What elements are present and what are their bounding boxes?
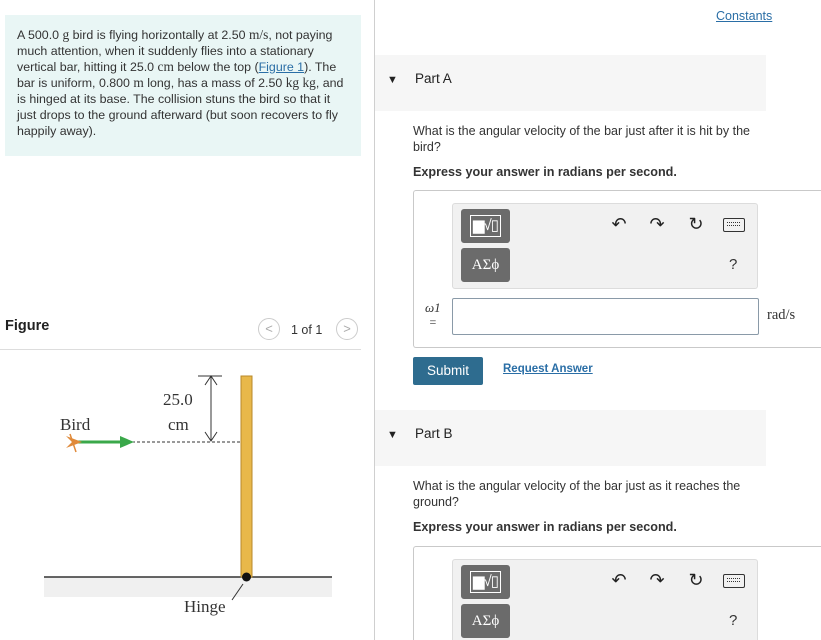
templates-icon: ▆√▯ xyxy=(470,215,501,237)
hinge-pivot xyxy=(242,573,251,582)
templates-button[interactable] xyxy=(461,565,510,599)
figure-next-button[interactable]: > xyxy=(336,318,358,340)
redo-icon[interactable]: ↷ xyxy=(649,214,665,234)
math-toolbar xyxy=(452,203,758,289)
problem-text: ). The bar is uniform, 0.800 xyxy=(17,60,337,90)
distance-value-label: 25.0 xyxy=(163,390,193,409)
request-answer-link[interactable]: Request Answer xyxy=(503,363,593,375)
keyboard-icon[interactable] xyxy=(723,218,745,232)
unit-cm: cm xyxy=(157,59,174,74)
part-a-label: Part A xyxy=(415,71,452,86)
vertical-bar xyxy=(241,376,252,577)
unit-mps: m/s xyxy=(248,27,269,42)
equals-sign: = xyxy=(429,315,437,329)
part-b-question: What is the angular velocity of the bar just as it reaches the ground? xyxy=(413,479,741,509)
redo-icon[interactable]: ↷ xyxy=(649,570,665,590)
caret-down-icon[interactable]: ▼ xyxy=(387,74,398,86)
part-b-label: Part B xyxy=(415,426,453,441)
left-panel xyxy=(0,0,374,640)
reset-icon[interactable]: ↻ xyxy=(688,570,704,590)
problem-text: , and is hinged at its base. The collision stuns the bird so that it just drops to the ground afterward (but soon recovers to fly happily away). xyxy=(17,76,344,138)
bird-label: Bird xyxy=(60,415,91,434)
distance-unit-label: cm xyxy=(168,415,189,434)
templates-icon: ▆√▯ xyxy=(470,571,501,593)
templates-button[interactable] xyxy=(461,209,510,243)
keyboard-icon[interactable] xyxy=(723,574,745,588)
problem-text: bird is flying horizontally at 2.50 xyxy=(69,28,249,42)
variable-label xyxy=(425,301,441,329)
part-a-instruction: Express your answer in radians per second. xyxy=(413,165,677,179)
math-toolbar xyxy=(452,559,758,640)
figure-header xyxy=(0,314,361,350)
figure-counter: 1 of 1 xyxy=(291,323,323,337)
problem-text: below the top ( xyxy=(173,60,259,74)
problem-text: , not paying much attention, when it suddenly flies into a stationary vertical bar, hitting it 25.0 xyxy=(17,28,333,74)
unit-kg: kg kg xyxy=(285,75,316,90)
greek-symbols-button[interactable]: ΑΣϕ xyxy=(461,604,510,638)
unit-m: m xyxy=(133,75,144,90)
figure-title: Figure xyxy=(5,318,50,334)
part-b-answer-box xyxy=(413,546,821,640)
part-a-answer-box xyxy=(413,190,821,348)
reset-icon[interactable]: ↻ xyxy=(688,214,704,234)
figure-prev-button[interactable]: < xyxy=(258,318,280,340)
bird-arrow-head xyxy=(120,436,134,448)
part-a-question: What is the angular velocity of the bar just after it is hit by the bird? xyxy=(413,124,750,154)
greek-symbols-button[interactable]: ΑΣϕ xyxy=(461,248,510,282)
caret-down-icon[interactable]: ▼ xyxy=(387,429,398,441)
problem-text: A 500.0 xyxy=(17,28,63,42)
figure-diagram xyxy=(0,352,360,640)
unit-label: rad/s xyxy=(767,307,796,323)
help-button[interactable]: ? xyxy=(729,256,738,273)
unit-g: g xyxy=(62,27,70,42)
part-b-instruction: Express your answer in radians per second. xyxy=(413,520,677,534)
figure-link[interactable]: Figure 1 xyxy=(258,60,305,74)
variable-symbol: ω1 xyxy=(425,300,441,315)
submit-button[interactable]: Submit xyxy=(413,357,483,385)
constants-link[interactable]: Constants xyxy=(716,9,773,23)
problem-text: long, has a mass of 2.50 xyxy=(143,76,286,90)
ground-shadow xyxy=(44,577,332,597)
problem-statement xyxy=(5,15,361,156)
hinge-label: Hinge xyxy=(184,597,226,616)
answer-input[interactable] xyxy=(452,298,759,335)
undo-icon[interactable]: ↶ xyxy=(611,570,627,590)
part-a-header[interactable] xyxy=(375,55,766,111)
help-button[interactable]: ? xyxy=(729,612,738,629)
undo-icon[interactable]: ↶ xyxy=(611,214,627,234)
part-b-header[interactable] xyxy=(375,410,766,466)
